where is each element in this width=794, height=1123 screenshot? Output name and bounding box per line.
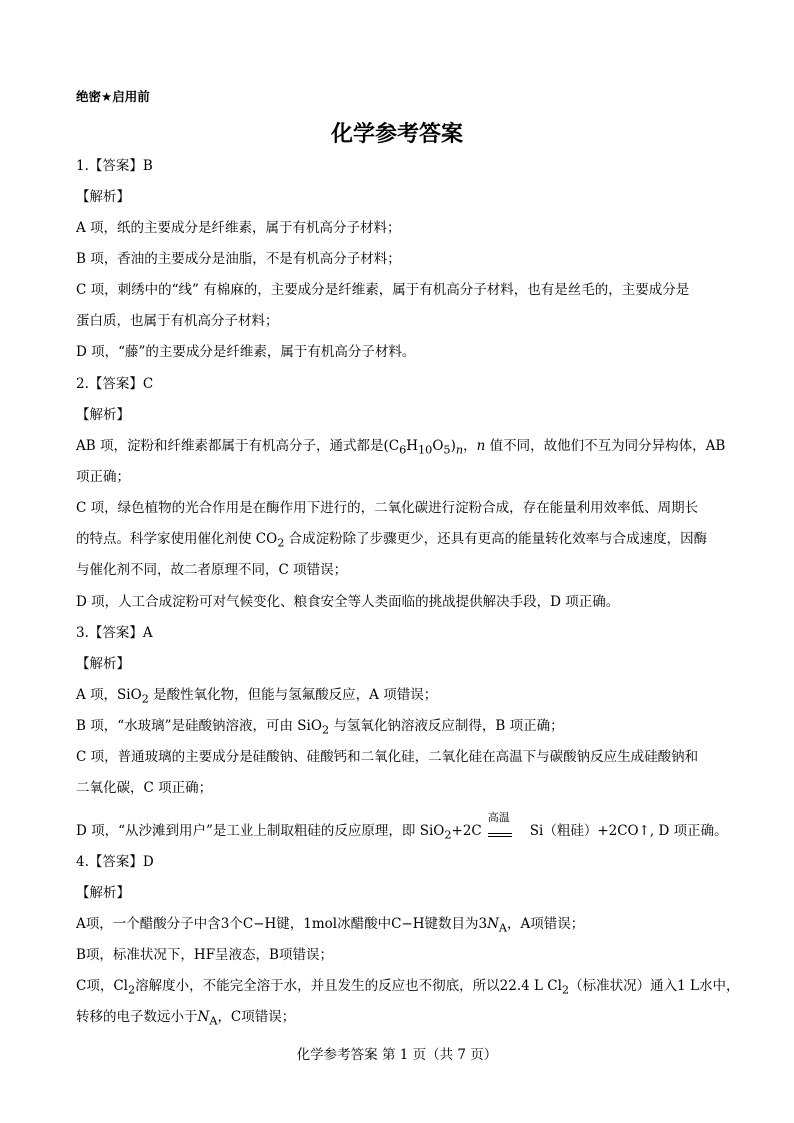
q4-line-c-cont: 转移的电子数远小于$N_A$，C项错误；: [76, 1009, 296, 1028]
q2-line-c-cont2: 与催化剂不同，故二者原理不同，C 项错误；: [76, 562, 348, 578]
q4-line-c: C项，$Cl_2$溶解度小，不能完全溶于水，并且发生的反应也不彻底，所以22.4 L $Cl_2$（标准状况）通入1 L水中，: [76, 978, 740, 997]
q2-analysis-heading: 【解析】: [76, 407, 130, 423]
q4-answer: 4.【答案】D: [76, 854, 154, 870]
q2-line-c-cont1: 的特点。科学家使用催化剂使 $CO_2$ 合成淀粉除了步骤更少，还具有更高的能量转化效率与合成速度，因酶: [76, 531, 708, 550]
q2-answer: 2.【答案】C: [76, 376, 154, 392]
q3-line-c: C 项，普通玻璃的主要成分是硅酸钠、硅酸钙和二氧化硅，二氧化硅在高温下与碳酸钠反应生成硅酸钠和: [76, 749, 699, 765]
q1-line-c-cont: 蛋白质，也属于有机高分子材料；: [76, 313, 279, 329]
q1-line-a: A 项，纸的主要成分是纤维素，属于有机高分子材料；: [76, 220, 401, 236]
q2-line-c: C 项，绿色植物的光合作用是在酶作用下进行的，二氧化碳进行淀粉合成，存在能量利用效率低、周期长: [76, 500, 699, 516]
q1-answer: 1.【答案】B: [76, 158, 153, 174]
q1-line-c: C 项，刺绣中的“线” 有棉麻的，主要成分是纤维素，属于有机高分子材料，也有是丝毛的，主要成分是: [76, 282, 690, 298]
q4-analysis-heading: 【解析】: [76, 885, 130, 901]
q4-line-a: A项，一个醋酸分子中含3个C−H键，1mol冰醋酸中C−H键数目为$3N_A$，A项错误；: [76, 916, 585, 935]
q3-answer: 3.【答案】A: [76, 625, 153, 641]
page-footer: 化学参考答案 第 1 页（共 7 页）: [296, 1047, 498, 1063]
q3-line-c-cont: 二氧化碳，C 项正确；: [76, 780, 213, 796]
q1-line-d: D 项，“藤”的主要成分是纤维素，属于有机高分子材料。: [76, 344, 416, 360]
confidential-label: 绝密★启用前: [76, 89, 150, 104]
q3-line-a: A 项，SiO$_2$ 是酸性氧化物，但能与氢氟酸反应，A 项错误；: [76, 687, 438, 706]
q3-line-b: B 项，“水玻璃”是硅酸钠溶液，可由 SiO$_2$ 与氢氧化钠溶液反应制得，B 项正确；: [76, 718, 564, 737]
q2-line-ab: AB 项，淀粉和纤维素都属于有机高分子，通式都是$(C_6H_{10}O_5)_n$，n 值不同，故他们不互为同分异构体，AB: [76, 438, 726, 457]
q4-line-b: B项，标准状况下，HF呈液态，B项错误；: [76, 947, 333, 963]
q2-line-d: D 项，人工合成淀粉可对气候变化、粮食安全等人类面临的挑战提供解决手段，D 项正确。: [76, 594, 620, 610]
q1-analysis-heading: 【解析】: [76, 189, 130, 205]
q3-analysis-heading: 【解析】: [76, 656, 130, 672]
reaction-arrow-high-temp: 高温: [482, 823, 530, 841]
page-title: 化学参考答案: [330, 122, 463, 147]
q1-line-b: B 项，香油的主要成分是油脂，不是有机高分子材料；: [76, 251, 401, 267]
q3-line-d: D 项，“从沙滩到用户”是工业上制取粗硅的反应原理，即 SiO$_2$+2C 高温 Si（粗硅）+2CO↑, D 项正确。: [76, 810, 728, 842]
q2-line-ab-cont: 项正确；: [76, 469, 130, 485]
